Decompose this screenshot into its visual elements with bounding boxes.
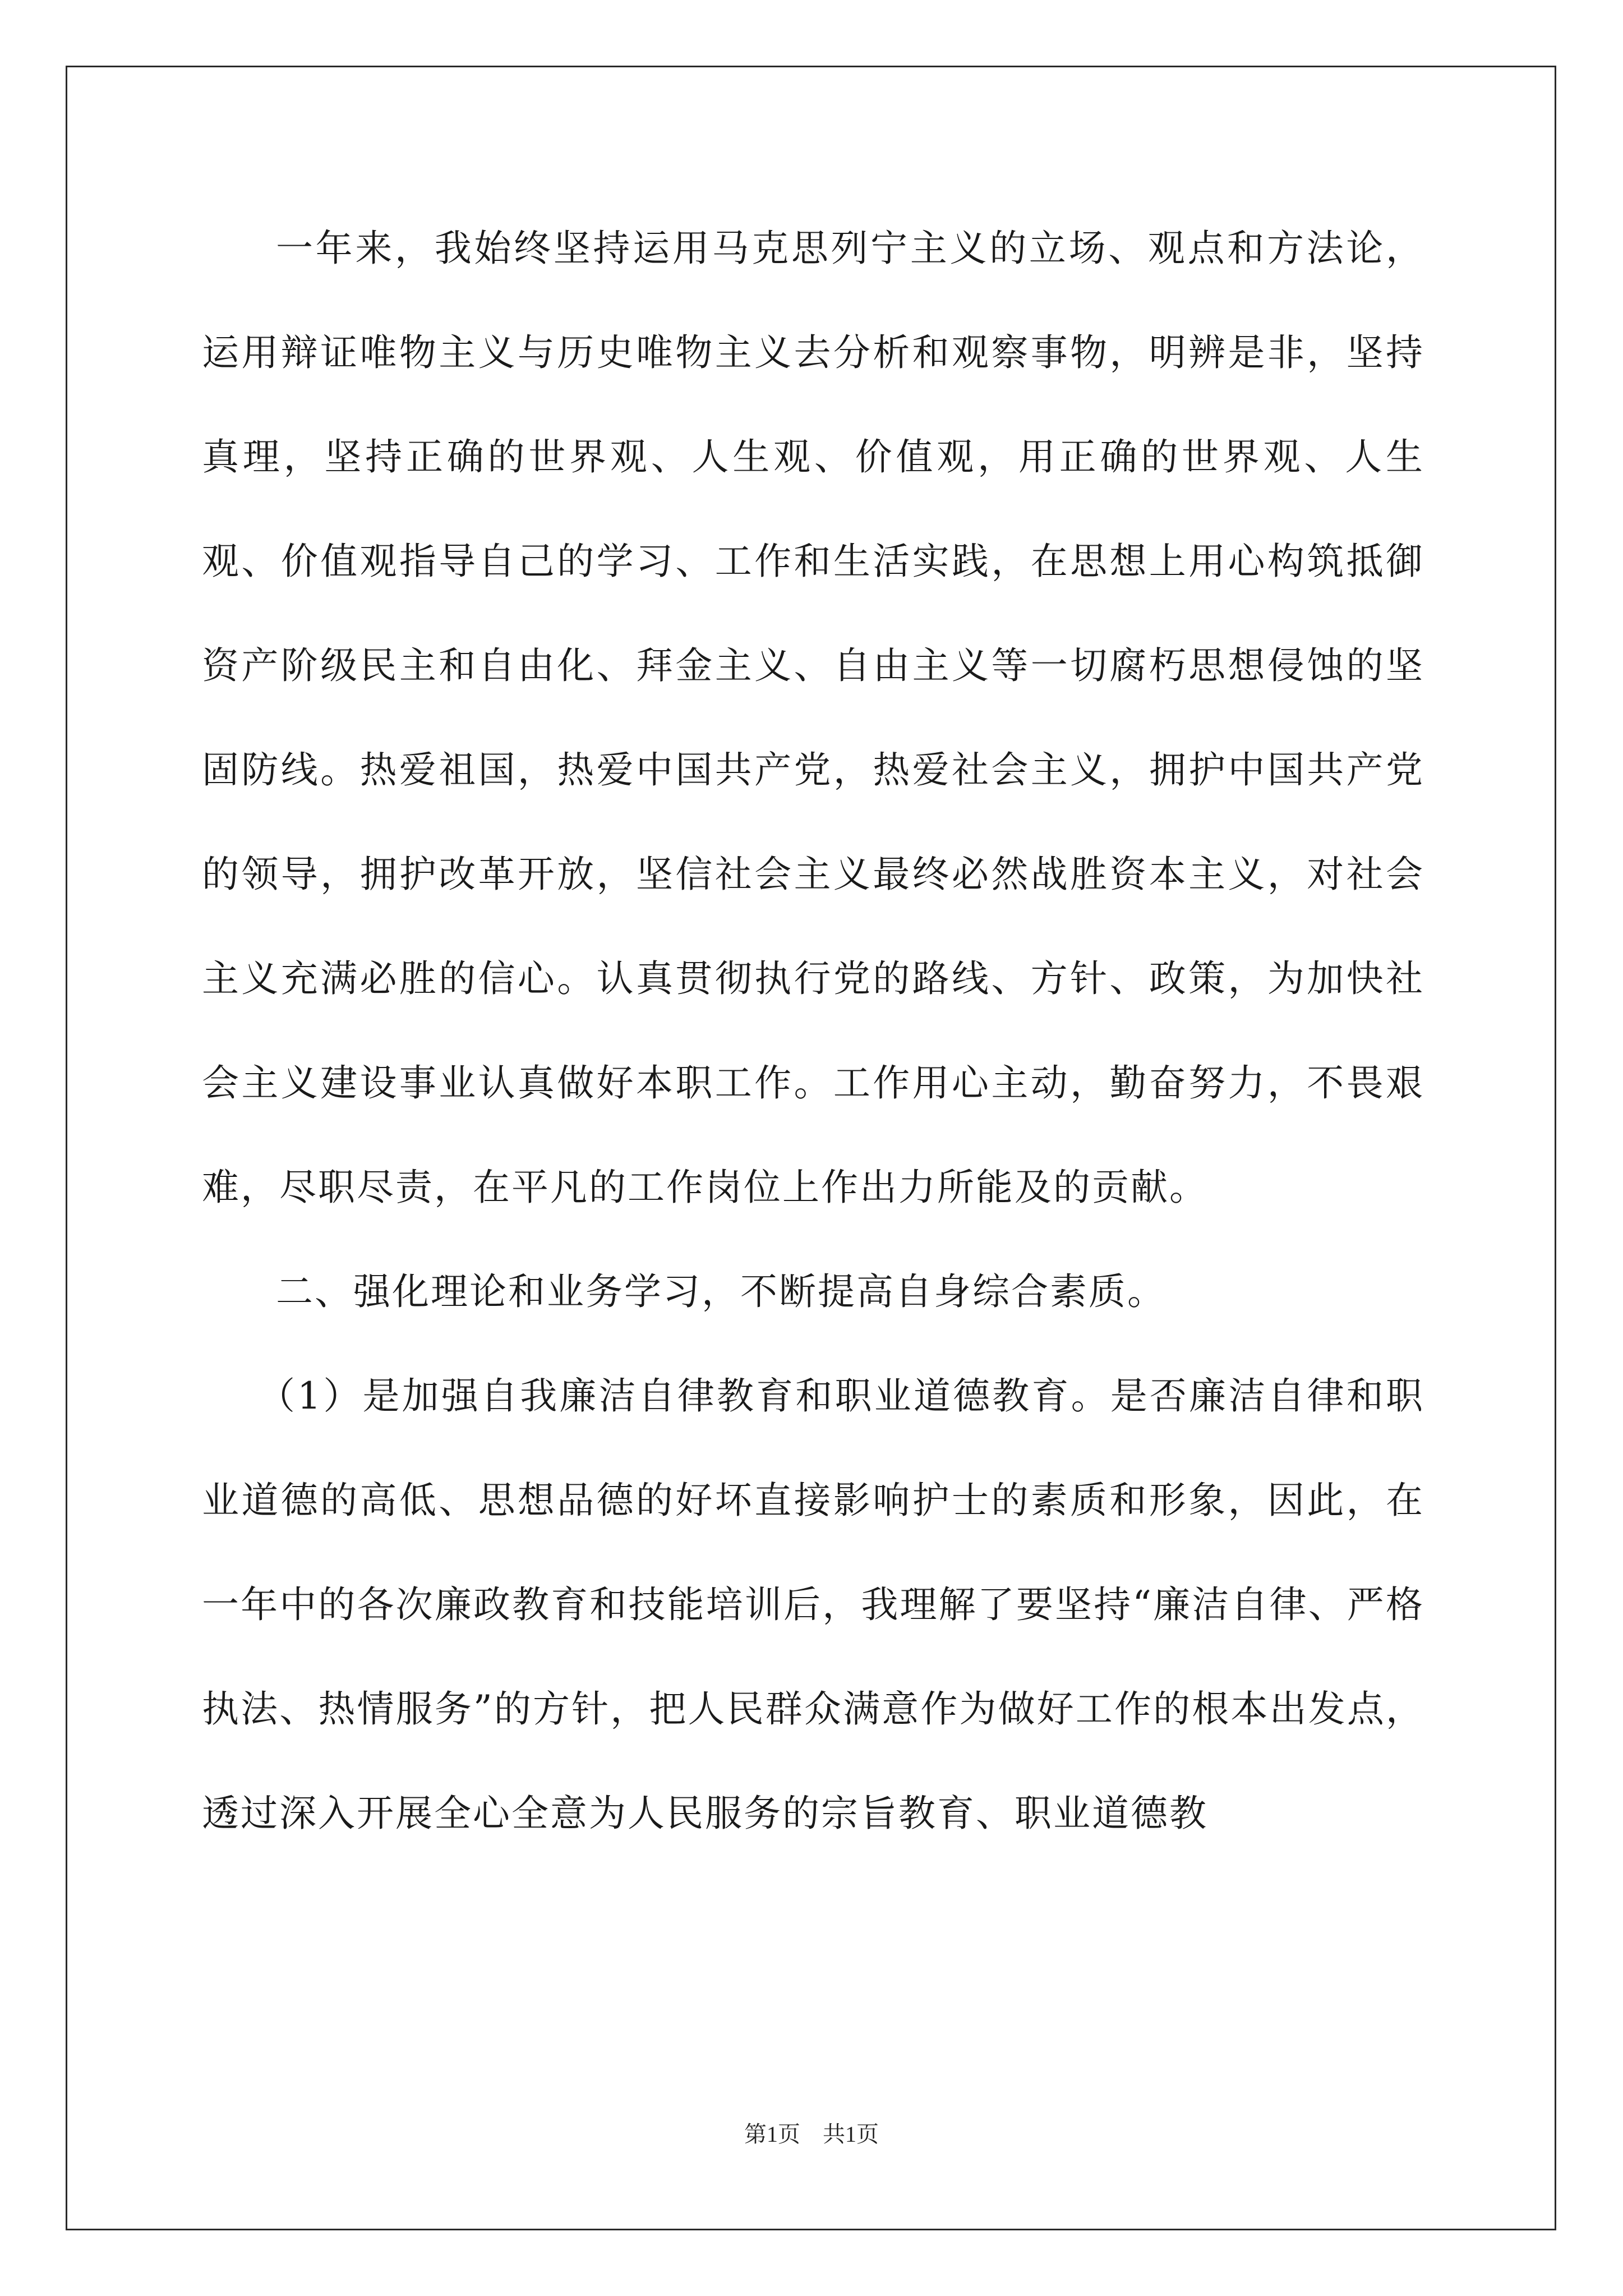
paragraph-ideological-stance: 一年来，我始终坚持运用马克思列宁主义的立场、观点和方法论，运用辩证唯物主义与历史唯物主义去分析和观察事物，明辨是非，坚持真理，坚持正确的世界观、人生观、价值观，用正确的世界观、人生观、价值观指导自己的学习、工作和生活实践，在思想上用心构筑抵御资产阶级民主和自由化、拜金主义、自由主义等一切腐朽思想侵蚀的坚固防线。热爱祖国，热爱中国共产党，热爱社会主义，拥护中国共产党的领导，拥护改革开放，坚信社会主义最终必然战胜资本主义，对社会主义充满必胜的信心。认真贯彻执行党的路线、方针、政策，为加快社会主义建设事业认真做好本职工作。工作用心主动，勤奋努力，不畏艰难，尽职尽责，在平凡的工作岗位上作出力所能及的贡献。 [202,227,1424,1209]
paragraph-integrity-education: （1）是加强自我廉洁自律教育和职业道德教育。是否廉洁自律和职业道德的高低、思想品德的好坏直接影响护士的素质和形象，因此，在一年中的各次廉政教育和技能培训后，我理解了要坚持“廉洁自律、严格执法、热情服务”的方针，把人民群众满意作为做好工作的根本出发点，透过深入开展全心全意为人民服务的宗旨教育、职业道德教 [202,1374,1424,1835]
section-heading-study: 二、强化理论和业务学习，不断提高自身综合素质。 [276,1270,1166,1313]
page-number-footer: 第1页 共1页 [744,2122,879,2147]
document-body [202,196,1424,1866]
